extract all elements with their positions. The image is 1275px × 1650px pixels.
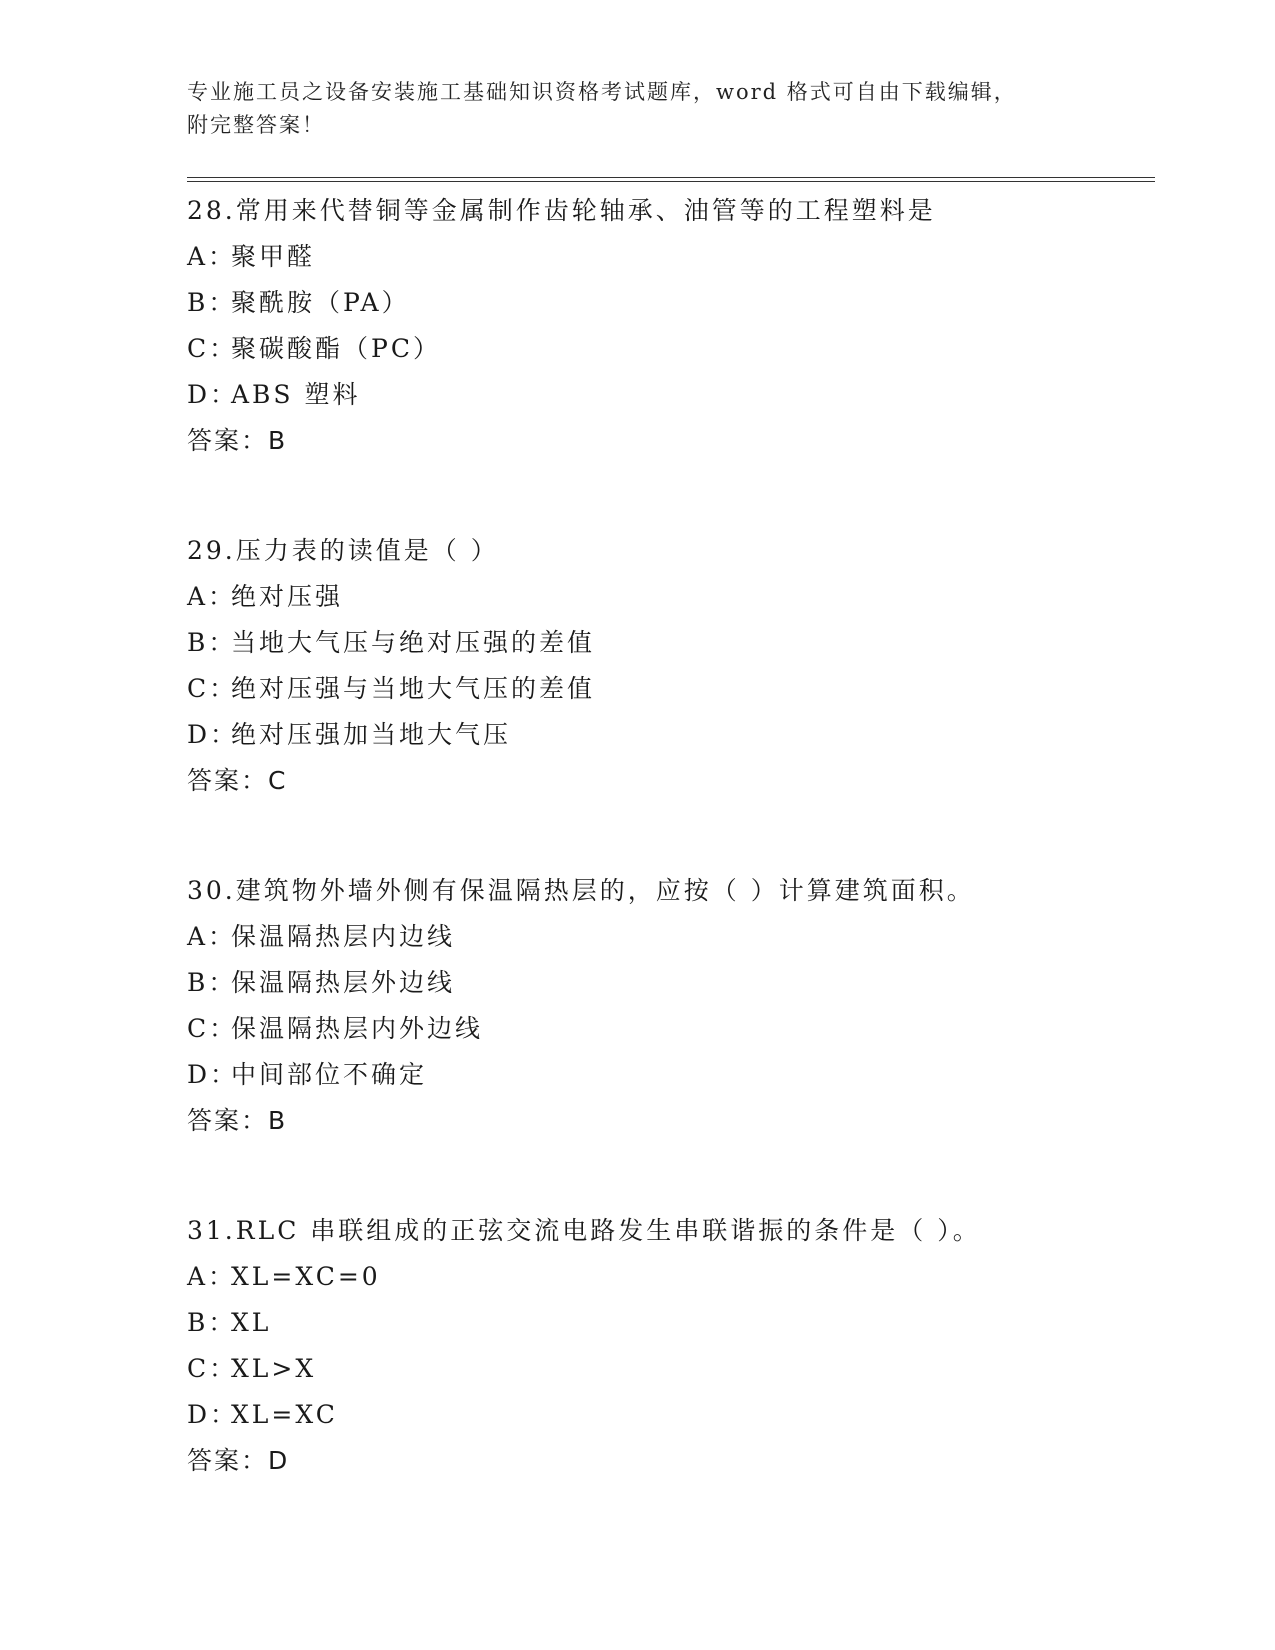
option-letter: B： xyxy=(187,288,237,317)
question-number: 28. xyxy=(187,196,236,225)
header-line-2: 附完整答案！ xyxy=(187,113,325,137)
question-31 xyxy=(187,1208,1155,1484)
option-letter: A： xyxy=(187,1262,237,1291)
option-text: XL=XC xyxy=(231,1400,338,1429)
option-a xyxy=(187,1254,1155,1300)
question-list xyxy=(187,188,1155,1548)
question-stem xyxy=(187,868,1155,914)
option-letter: D： xyxy=(187,1400,239,1429)
question-number: 30. xyxy=(187,876,236,905)
option-text: 当地大气压与绝对压强的差值 xyxy=(231,628,596,657)
option-b xyxy=(187,960,1155,1006)
question-29 xyxy=(187,528,1155,804)
option-text: 中间部位不确定 xyxy=(231,1060,428,1089)
option-c xyxy=(187,326,1155,372)
option-text: XL xyxy=(231,1308,272,1337)
question-text: RLC 串联组成的正弦交流电路发生串联谐振的条件是（ ）。 xyxy=(235,1216,981,1245)
header-line-1: 专业施工员之设备安装施工基础知识资格考试题库，word 格式可自由下载编辑， xyxy=(187,80,1017,104)
option-text: 保温隔热层内外边线 xyxy=(231,1014,484,1043)
option-letter: C： xyxy=(187,1014,238,1043)
option-b xyxy=(187,1300,1155,1346)
question-stem xyxy=(187,188,1155,234)
option-d xyxy=(187,712,1155,758)
option-a xyxy=(187,574,1155,620)
header-divider xyxy=(187,177,1155,182)
option-text: ABS 塑料 xyxy=(231,380,361,409)
option-letter: C： xyxy=(187,334,238,363)
option-a xyxy=(187,234,1155,280)
option-c xyxy=(187,1006,1155,1052)
question-text: 压力表的读值是（ ） xyxy=(235,536,499,565)
question-28 xyxy=(187,188,1155,464)
option-letter: C： xyxy=(187,674,238,703)
option-text: 保温隔热层外边线 xyxy=(231,968,456,997)
option-d xyxy=(187,1392,1155,1438)
option-text: 聚碳酸酯（PC） xyxy=(231,334,441,363)
option-letter: D： xyxy=(187,720,239,749)
option-letter: D： xyxy=(187,380,239,409)
option-c xyxy=(187,1346,1155,1392)
option-d xyxy=(187,372,1155,418)
option-text: 聚酰胺（PA） xyxy=(231,288,410,317)
option-letter: A： xyxy=(187,922,237,951)
answer-label: 答案：B xyxy=(187,1106,288,1135)
option-letter: B： xyxy=(187,1308,237,1337)
option-text: XL=XC=0 xyxy=(231,1262,381,1291)
question-number: 31. xyxy=(187,1216,236,1245)
option-letter: A： xyxy=(187,582,237,611)
answer-label: 答案：B xyxy=(187,426,288,455)
option-text: 绝对压强加当地大气压 xyxy=(231,720,512,749)
option-letter: B： xyxy=(187,628,237,657)
question-30 xyxy=(187,868,1155,1144)
option-letter: C： xyxy=(187,1354,238,1383)
option-a xyxy=(187,914,1155,960)
answer-label: 答案：D xyxy=(187,1446,290,1475)
option-b xyxy=(187,620,1155,666)
option-d xyxy=(187,1052,1155,1098)
option-text: XL>X xyxy=(231,1354,317,1383)
answer-label: 答案：C xyxy=(187,766,288,795)
option-letter: A： xyxy=(187,242,237,271)
question-stem xyxy=(187,528,1155,574)
question-text: 建筑物外墙外侧有保温隔热层的，应按（ ）计算建筑面积。 xyxy=(235,876,975,905)
question-text: 常用来代替铜等金属制作齿轮轴承、油管等的工程塑料是 xyxy=(235,196,936,225)
option-text: 保温隔热层内边线 xyxy=(231,922,456,951)
question-stem xyxy=(187,1208,1155,1254)
option-text: 绝对压强 xyxy=(231,582,344,611)
option-text: 聚甲醛 xyxy=(231,242,316,271)
question-number: 29. xyxy=(187,536,236,565)
option-letter: D： xyxy=(187,1060,239,1089)
option-b xyxy=(187,280,1155,326)
option-text: 绝对压强与当地大气压的差值 xyxy=(231,674,596,703)
page-header xyxy=(187,76,1067,142)
option-c xyxy=(187,666,1155,712)
option-letter: B： xyxy=(187,968,237,997)
